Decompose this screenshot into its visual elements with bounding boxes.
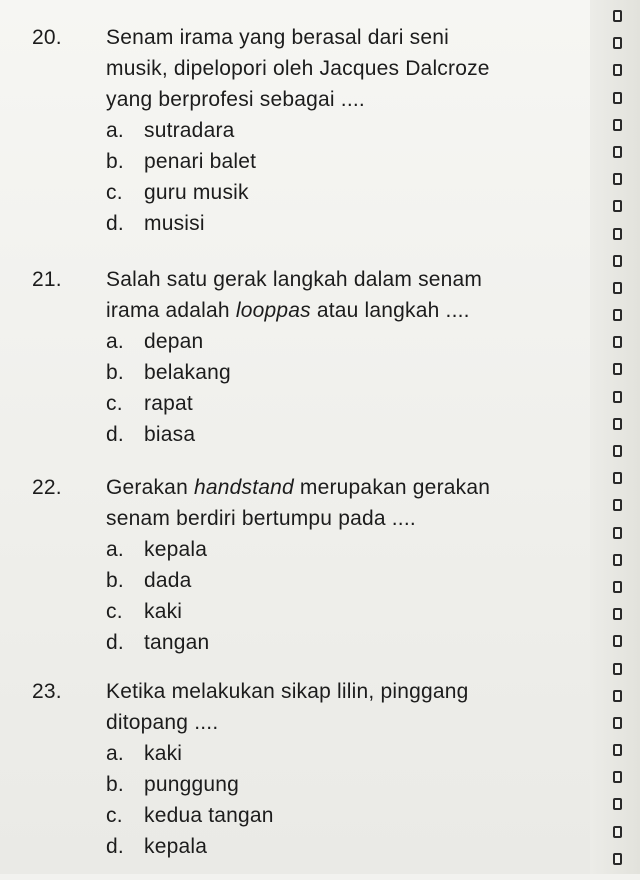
answer-option xyxy=(106,596,592,627)
option-letter: c. xyxy=(106,600,123,623)
binding-hole xyxy=(613,391,622,403)
option-letter: c. xyxy=(106,392,123,415)
option-letter: b. xyxy=(106,773,124,796)
option-letter: b. xyxy=(106,361,124,384)
binding-hole xyxy=(613,309,622,321)
option-text: kepala xyxy=(144,538,208,561)
answer-option xyxy=(106,800,592,831)
binding-spine xyxy=(590,0,640,874)
binding-hole xyxy=(613,771,622,783)
option-letter: d. xyxy=(106,631,124,654)
question-stem-line: senam berdiri bertumpu pada .... xyxy=(106,507,416,530)
option-text: penari balet xyxy=(144,150,257,173)
binding-hole xyxy=(613,173,622,185)
binding-hole xyxy=(613,10,622,22)
binding-hole xyxy=(613,228,622,240)
answer-option xyxy=(106,534,592,565)
answer-option xyxy=(106,146,592,177)
italic-term: handstand xyxy=(193,476,294,499)
binding-hole xyxy=(613,527,622,539)
binding-hole xyxy=(613,717,622,729)
option-text: sutradara xyxy=(144,119,235,142)
question-20 xyxy=(32,22,592,239)
binding-hole xyxy=(613,64,622,76)
question-stem-line: Gerakan handstand merupakan gerakan xyxy=(106,476,491,499)
option-letter: a. xyxy=(106,330,124,353)
binding-hole xyxy=(613,92,622,104)
option-letter: b. xyxy=(106,150,124,173)
binding-hole xyxy=(613,554,622,566)
answer-option xyxy=(106,831,592,862)
option-letter: a. xyxy=(106,538,124,561)
answer-option xyxy=(106,419,592,450)
option-letter: d. xyxy=(106,423,124,446)
option-text: dada xyxy=(144,569,192,592)
option-text: kaki xyxy=(144,600,183,623)
answer-option xyxy=(106,769,592,800)
question-number: 23. xyxy=(32,680,62,703)
question-stem-line: Salah satu gerak langkah dalam senam xyxy=(106,268,483,291)
binding-hole xyxy=(613,445,622,457)
option-text: kedua tangan xyxy=(144,804,274,827)
option-letter: b. xyxy=(106,569,124,592)
binding-hole xyxy=(613,663,622,675)
option-text: rapat xyxy=(144,392,193,415)
question-stem-line: musik, dipelopori oleh Jacques Dalcroze xyxy=(106,57,490,80)
option-text: belakang xyxy=(144,361,231,384)
answer-option xyxy=(106,208,592,239)
binding-hole xyxy=(613,581,622,593)
question-number: 22. xyxy=(32,476,62,499)
binding-hole xyxy=(613,146,622,158)
question-stem-line: Senam irama yang berasal dari seni xyxy=(106,26,449,49)
option-letter: c. xyxy=(106,804,123,827)
binding-hole xyxy=(613,200,622,212)
binding-hole xyxy=(613,418,622,430)
question-21 xyxy=(32,264,592,450)
binding-hole xyxy=(613,37,622,49)
binding-hole xyxy=(613,336,622,348)
answer-option xyxy=(106,177,592,208)
answer-option xyxy=(106,627,592,658)
option-text: tangan xyxy=(144,631,210,654)
question-23 xyxy=(32,676,592,862)
option-text: depan xyxy=(144,330,204,353)
option-text: punggung xyxy=(144,773,240,796)
option-text: guru musik xyxy=(144,181,249,204)
binding-hole xyxy=(613,472,622,484)
binding-hole xyxy=(613,690,622,702)
spiral-binding xyxy=(610,10,626,880)
answer-option xyxy=(106,388,592,419)
italic-term: looppas xyxy=(235,299,311,322)
answer-option xyxy=(106,357,592,388)
question-stem-line: irama adalah looppas atau langkah .... xyxy=(106,299,470,322)
question-stem-line: yang berprofesi sebagai .... xyxy=(106,88,365,111)
option-text: kepala xyxy=(144,835,208,858)
option-letter: c. xyxy=(106,181,123,204)
option-letter: d. xyxy=(106,835,124,858)
answer-option xyxy=(106,115,592,146)
binding-hole xyxy=(613,282,622,294)
option-text: biasa xyxy=(144,423,196,446)
option-text: musisi xyxy=(144,212,205,235)
option-text: kaki xyxy=(144,742,183,765)
option-letter: d. xyxy=(106,212,124,235)
binding-hole xyxy=(613,853,622,865)
answer-option xyxy=(106,326,592,357)
question-number: 21. xyxy=(32,268,62,291)
binding-hole xyxy=(613,499,622,511)
binding-hole xyxy=(613,826,622,838)
binding-hole xyxy=(613,255,622,267)
binding-hole xyxy=(613,363,622,375)
answer-option xyxy=(106,565,592,596)
question-stem-line: Ketika melakukan sikap lilin, pinggang xyxy=(106,680,469,703)
binding-hole xyxy=(613,798,622,810)
question-22 xyxy=(32,472,592,658)
binding-hole xyxy=(613,744,622,756)
answer-option xyxy=(106,738,592,769)
binding-hole xyxy=(613,608,622,620)
binding-hole xyxy=(613,119,622,131)
question-stem-line: ditopang .... xyxy=(106,711,219,734)
option-letter: a. xyxy=(106,742,124,765)
binding-hole xyxy=(613,635,622,647)
option-letter: a. xyxy=(106,119,124,142)
question-number: 20. xyxy=(32,26,62,49)
